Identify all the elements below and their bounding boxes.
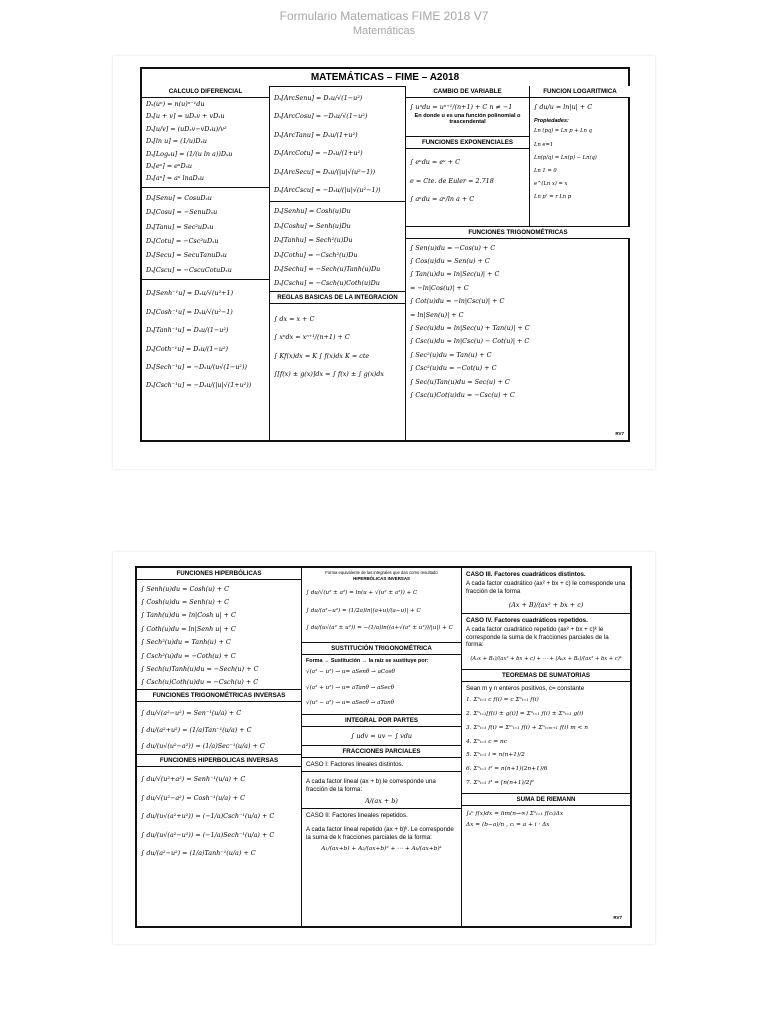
arc-derivatives-list: [270, 86, 405, 199]
section-title-exp: FUNCIONES EXPONENCIALES: [406, 136, 529, 149]
hyp-inv-formula: ∫ du/√(u²−a²) = Cosh⁻¹(u/a) + C: [141, 793, 246, 802]
sum-theorem: 2. Σⁿᵢ₌₁[f(i) ± g(i)] = Σⁿᵢ₌₁ f(i) ± Σⁿᵢ₌₁ g(i): [466, 710, 584, 717]
trig-integral-formula: ∫ Tan(u)du = ln|Sec(u)| + C: [410, 270, 500, 279]
sum-note: Sean m y n enteros positivos, c= constante: [466, 685, 585, 693]
trig-derivative-formula: Dₓ[Tanu] = Sec²uDₓu: [146, 222, 214, 231]
derivative-formula: Dₓ[eᵘ] = eᵘDₓu: [146, 162, 192, 171]
log-property: Ln (pq) = Ln p + Ln q: [534, 128, 592, 135]
parts-formula: ∫ udv = uv − ∫ vdu: [351, 731, 412, 740]
hyp-inv-list: [137, 767, 301, 862]
case1-formula: A/(ax + b): [302, 795, 461, 809]
hyp-integral-formula: ∫ Sech²(u)du = Tanh(u) + C: [141, 638, 231, 647]
trig-derivative-formula: Dₓ[Cotu] = −Csc²uDₓu: [146, 237, 219, 246]
section-title-cambio: CAMBIO DE VARIABLE: [406, 86, 529, 98]
log-property: Ln e=1: [534, 141, 554, 148]
case1-text: A cada factor lineal (ax + b) le corresponde una fracción de la forma:: [306, 778, 436, 793]
case4-formula: (A₁x + B₁)/(ax² + bx + c) + ⋯ + (Aₖx + Bₖ)/(ax² + bx + c)ᵏ: [470, 656, 622, 663]
derivative-formula: Dₓ(uⁿ) = n(u)ⁿ⁻¹du: [146, 100, 205, 108]
hyp-inv-formula: ∫ du/(u√(a²+u²)) = (−1/a)Csch⁻¹(u/a) + C: [141, 812, 275, 821]
exp-formula: ∫ aᵘdu = aᵘ/ln a + C: [410, 195, 475, 204]
log-property: Ln(p/q) = Ln(p) − Ln(q): [534, 154, 597, 161]
hyp-integral-formula: ∫ Csch²(u)du = −Coth(u) + C: [141, 651, 236, 660]
subst-row: √(a² − u²) → u= aSenθ → aCosθ: [306, 669, 395, 676]
section-title-rules: REGLAS BASICAS DE LA INTEGRACION: [270, 291, 405, 304]
trig-integral-formula: ∫ Csc²(u)du = −Cot(u) + C: [410, 364, 497, 373]
section-title-calculo: CALCULO DIFERENCIAL: [142, 86, 269, 98]
trig-integral-formula: ∫ Cos(u)du = Sen(u) + C: [410, 256, 490, 265]
log-property: e^(Ln x) = x: [534, 181, 568, 188]
section-title-riemann: SUMA DE RIEMANN: [462, 793, 630, 806]
sum-theorem: 4. Σⁿᵢ₌₁ c = nc: [466, 738, 507, 745]
sum-theorem: 3. Σⁿᵢ₌₁ f(i) = Σᵐᵢ₌₁ f(i) + Σⁿᵢ₌ₘ₊₁ f(i) m < n: [466, 724, 588, 731]
column-cambio: [406, 86, 530, 226]
derivative-formula: Dₓ[u + v] = uDₓv + vDₓu: [146, 112, 225, 121]
subst-row: √(a² + u²) → u= aTanθ → aSecθ: [306, 684, 395, 691]
riemann-list: [462, 806, 630, 833]
trig-integral-formula: ∫ Sec²(u)du = Tan(u) + C: [410, 350, 492, 359]
trig-integral-formula: ∫ Csc(u)Cot(u)du = −Csc(u) + C: [410, 390, 515, 399]
hyp-inv-formula: ∫ du/(a²−u²) = (1/a)Tanh⁻¹(u/a) + C: [141, 849, 256, 858]
integration-rule: ∫ dx = x + C: [274, 314, 315, 323]
hyp-inv-derivative-formula: Dₓ[Cosh⁻¹u] = Dₓu/√(u²−1): [146, 307, 233, 316]
trig-integral-formula: ∫ Sec(u)Tan(u)du = Sec(u) + C: [410, 377, 510, 386]
derivative-formula: Dₓ[ln u] = (1/u)Dₓu: [146, 137, 207, 146]
hyp-inv-derivative-formula: Dₓ[Tanh⁻¹u] = Dₓu/(1−u²): [146, 326, 229, 335]
page-2: [113, 552, 655, 944]
exp-formula: e = Cte. de Euler = 2.718: [410, 176, 494, 185]
case4-title: CASO IV. Factores cuadráticos repetidos.: [466, 616, 588, 624]
arc-derivative-formula: Dₓ[ArcSecu] = Dₓu/(|u|√(u²−1)): [274, 167, 376, 176]
exp-formula: ∫ eᵘdu = eᵘ + C: [410, 158, 460, 167]
case2-title: CASO II: Factores lineales repetidos.: [306, 812, 408, 820]
log-property: Ln pʳ = r Ln p: [534, 194, 572, 201]
derivative-formula: Dₓ[u/v] = (uDₓv−vDₓu)/v²: [146, 124, 227, 133]
hyp-derivative-formula: Dₓ[Sechu] = −Sech(u)Tanh(u)Du: [274, 265, 381, 274]
trig-integral-formula: ∫ Sec(u)du = ln|Sec(u) + Tan(u)| + C: [410, 323, 530, 332]
hyp-inv-derivative-formula: Dₓ[Senh⁻¹u] = Dₓu/√(u²+1): [146, 289, 234, 298]
section-title-hyp: FUNCIONES HIPERBÓLICAS: [137, 568, 301, 580]
log-props-label: Propiedades:: [534, 118, 569, 125]
column-cases-sums: [462, 568, 630, 926]
hyp-inv-formula: ∫ du/(u√(a²−u²)) = (−1/a)Sech⁻¹(u/a) + C: [141, 830, 275, 839]
trig-derivative-formula: Dₓ[Senu] = CosuDₓu: [146, 193, 212, 202]
trig-integral-formula: = −ln|Cos(u)| + C: [410, 283, 469, 292]
equiv-formula: ∫ du/√(u² ± a²) = ln(u + √(u² ± a²)) + C: [306, 590, 418, 597]
case4-text: A cada factor cuadrático repetido (ax² + bx + c)ᵏ le corresponde la suma de k fracciones parciales de la forma:: [466, 625, 609, 649]
hyp-integrals-list: [137, 580, 301, 689]
document-subtitle: Matemáticas: [352, 25, 416, 37]
document-title: Formulario Matematicas FIME 2018 V7: [279, 9, 489, 23]
hyp-integral-formula: ∫ Coth(u)du = ln|Senh u| + C: [141, 624, 236, 633]
equiv-list: [302, 581, 461, 638]
trig-inv-formula: ∫ du/(a²+u²) = (1/a)Tan⁻¹(u/a) + C: [141, 725, 252, 734]
trig-inv-list: [137, 702, 301, 754]
formula-sheet-1: [140, 67, 630, 442]
trig-derivative-formula: Dₓ[Secu] = SecuTanuDₓu: [146, 251, 227, 260]
section-title-parts: INTEGRAL POR PARTES: [302, 714, 461, 727]
trig-integral-formula: ∫ Csc(u)du = ln|Csc(u) − Cot(u)| + C: [410, 337, 530, 346]
cv-note: En donde u es una función polinomial o trascendental: [414, 113, 521, 126]
hyp-derivatives-list: [270, 202, 405, 290]
riemann-formula: ∫ₐᵇ f(x)dx = lim(n→∞) Σⁿᵢ₌₁ f(cᵢ)Δx: [466, 810, 564, 817]
derivative-formula: Dₓ[Logₐu] = (1/(u ln a))Dₓu: [146, 149, 233, 158]
subst-head: Forma → Sustitución → la raíz se sustituye por:: [306, 658, 429, 665]
rules-list: [270, 304, 405, 384]
integration-rule: ∫ xⁿdx = xⁿ⁺¹/(n+1) + C: [274, 333, 350, 342]
column-equiv-subst: [302, 568, 462, 926]
case3-text: A cada factor cuadrático (ax² + bx + c) le corresponde una fracción de la forma: [466, 580, 626, 595]
calc-list: [142, 98, 269, 185]
section-title-hyp-inv: FUNCIONES HIPERBOLICAS INVERSAS: [137, 754, 301, 767]
section-title-trig-inv: FUNCIONES TRIGONOMÉTRICAS INVERSAS: [137, 689, 301, 702]
formula-sheet-2: [135, 566, 632, 928]
page-1: [113, 56, 655, 469]
hyp-integral-formula: ∫ Senh(u)du = Cosh(u) + C: [141, 584, 230, 593]
hyp-derivative-formula: Dₓ[Senhu] = Cosh(u)Du: [274, 207, 351, 216]
trig-integral-formula: = ln|Sen(u)| + C: [410, 310, 464, 319]
equiv-formula: ∫ du/(a²−u²) = (1/2a)ln|(a+u)/(a−u)| + C: [306, 607, 421, 614]
arc-derivative-formula: Dₓ[ArcTanu] = Dₓu/(1+u²): [274, 130, 358, 139]
column-derivatives: [142, 86, 270, 440]
sum-list: [462, 694, 630, 791]
subst-row: √(u² − a²) → u= aSecθ → aTanθ: [306, 700, 395, 707]
arc-derivative-formula: Dₓ[ArcSenu] = Dₓu/√(1−u²): [274, 94, 363, 102]
case2-text: A cada factor lineal repetido (ax + b)ᵏ. Le corresponde la suma de k fracciones parciales de la forma:: [306, 825, 454, 841]
trig-integrals-list: [406, 239, 630, 402]
derivative-formula: Dₓ[aᵘ] = aᵘ lnaDₓu: [146, 174, 205, 183]
case3-formula: (Ax + B)/(ax² + bx + c): [462, 597, 630, 614]
section-title-trig-int: FUNCIONES TRIGONOMÉTRICAS: [406, 226, 630, 239]
equiv-title: HIPERBÓLICAS INVERSAS: [353, 576, 410, 582]
trig-inv-formula: ∫ du/(u√(u²−a²)) = (1/a)Sec⁻¹(u/a) + C: [141, 742, 265, 751]
hyp-inv-derivative-formula: Dₓ[Coth⁻¹u] = Dₓu/(1−u²): [146, 344, 229, 353]
trig-derivative-formula: Dₓ[Cosu] = −SenuDₓu: [146, 208, 218, 217]
arc-derivative-formula: Dₓ[ArcCotu] = −Dₓu/(1+u²): [274, 149, 363, 158]
version-label: RV7: [615, 431, 624, 436]
equiv-formula: ∫ du/(u√(a² ± u²)) = −(1/a)ln((a+√(a² ± u²))/|u|) + C: [306, 625, 453, 632]
trig-inv-formula: ∫ du/√(a²−u²) = Sen⁻¹(u/a) + C: [141, 709, 242, 718]
sum-theorem: 5. Σⁿᵢ₌₁ i = n(n+1)/2: [466, 752, 525, 759]
hyp-derivative-formula: Dₓ[Cschu] = −Csch(u)Coth(u)Du: [274, 279, 380, 288]
hyp-integral-formula: ∫ Tanh(u)du = ln|Cosh u| + C: [141, 611, 236, 620]
log-props-list: [530, 125, 630, 204]
section-title-frac: FRACCIONES PARCIALES: [302, 745, 461, 758]
case3-title: CASO III. Factores cuadráticos distintos.: [466, 571, 586, 578]
hyp-inv-formula: ∫ du/√(u²+a²) = Senh⁻¹(u/a) + C: [141, 775, 246, 784]
case1-title: CASO I: Factores lineales distintos.: [302, 758, 461, 772]
hyp-inv-derivative-formula: Dₓ[Sech⁻¹u] = −Dₓu/(u√(1−u²)): [146, 362, 247, 371]
column-arc-hyp: [270, 86, 406, 440]
trig-derivative-formula: Dₓ[Cscu] = −CscuCotuDₓu: [146, 265, 232, 274]
hyp-integral-formula: ∫ Csch(u)Coth(u)du = −Csch(u) + C: [141, 678, 259, 687]
exp-list: [406, 149, 529, 208]
hyp-derivative-formula: Dₓ[Coshu] = Senh(u)Du: [274, 221, 351, 230]
arc-derivative-formula: Dₓ[ArcCosu] = −Dₓu/√(1−u²): [274, 112, 368, 121]
integration-rule: ∫[f(x) ± g(x)]dx = ∫ f(x) ± ∫ g(x)dx: [274, 370, 384, 379]
arc-derivative-formula: Dₓ[ArcCscu] = −Dₓu/(|u|√(u²−1)): [274, 186, 381, 195]
section-title-subst: SUSTITUCIÓN TRIGONOMÉTRICA: [302, 642, 461, 655]
trig-integral-formula: ∫ Cot(u)du = −ln|Csc(u)| + C: [410, 297, 505, 306]
hyp-derivative-formula: Dₓ[Tanhu] = Sech²(u)Du: [274, 236, 353, 245]
hyp-derivative-formula: Dₓ[Cothu] = −Csch²(u)Du: [274, 250, 358, 259]
trig-integral-formula: ∫ Sen(u)du = −Cos(u) + C: [410, 243, 496, 252]
sum-theorem: 6. Σⁿᵢ₌₁ i² = n(n+1)(2n+1)/6: [466, 766, 548, 773]
log-formula: ∫ du/u = ln|u| + C: [534, 103, 593, 111]
case2-formula: A₁/(ax+b) + A₂/(ax+b)² + ⋯ + Aₖ/(ax+b)ᵏ: [321, 846, 442, 853]
integration-rule: ∫ Kf(x)dx = K ∫ f(x)dx K = cte: [274, 351, 370, 360]
version-label-2: RV7: [613, 915, 622, 920]
column-hyp-integrals: [137, 568, 302, 926]
riemann-formula: Δx = (b−a)/n , cᵢ = a + i · Δx: [466, 822, 550, 829]
sheet-title: MATEMÁTICAS – FIME – A2018: [142, 69, 628, 87]
equiv-note: Forma equivalente de las integrales que dan como resultado: [325, 570, 438, 575]
sum-theorem: 7. Σⁿᵢ₌₁ i³ = [n(n+1)/2]²: [466, 779, 534, 786]
subst-list: [302, 665, 461, 712]
sum-theorem: 1. Σⁿᵢ₌₁ c f(i) = c Σⁿᵢ₌₁ f(i): [466, 697, 539, 704]
hyp-integral-formula: ∫ Cosh(u)du = Senh(u) + C: [141, 597, 230, 606]
hyp-inv-derivative-formula: Dₓ[Csch⁻¹u] = −Dₓu/(|u|√(1+u²)): [146, 381, 252, 390]
trig-integrals: [406, 226, 630, 440]
log-property: Ln 1 = 0: [534, 168, 557, 175]
trig-derivatives-list: [142, 188, 269, 277]
cv-formula: ∫ uⁿdu = uⁿ⁺¹/(n+1) + C n ≠ −1: [410, 103, 513, 111]
hyp-inv-derivatives-list: [142, 280, 269, 394]
section-title-sums: TEOREMAS DE SUMATORIAS: [462, 669, 630, 682]
column-log: [530, 86, 630, 226]
section-title-log: FUNCION LOGARITMICA: [530, 86, 630, 98]
hyp-integral-formula: ∫ Sech(u)Tanh(u)du = −Sech(u) + C: [141, 664, 259, 673]
